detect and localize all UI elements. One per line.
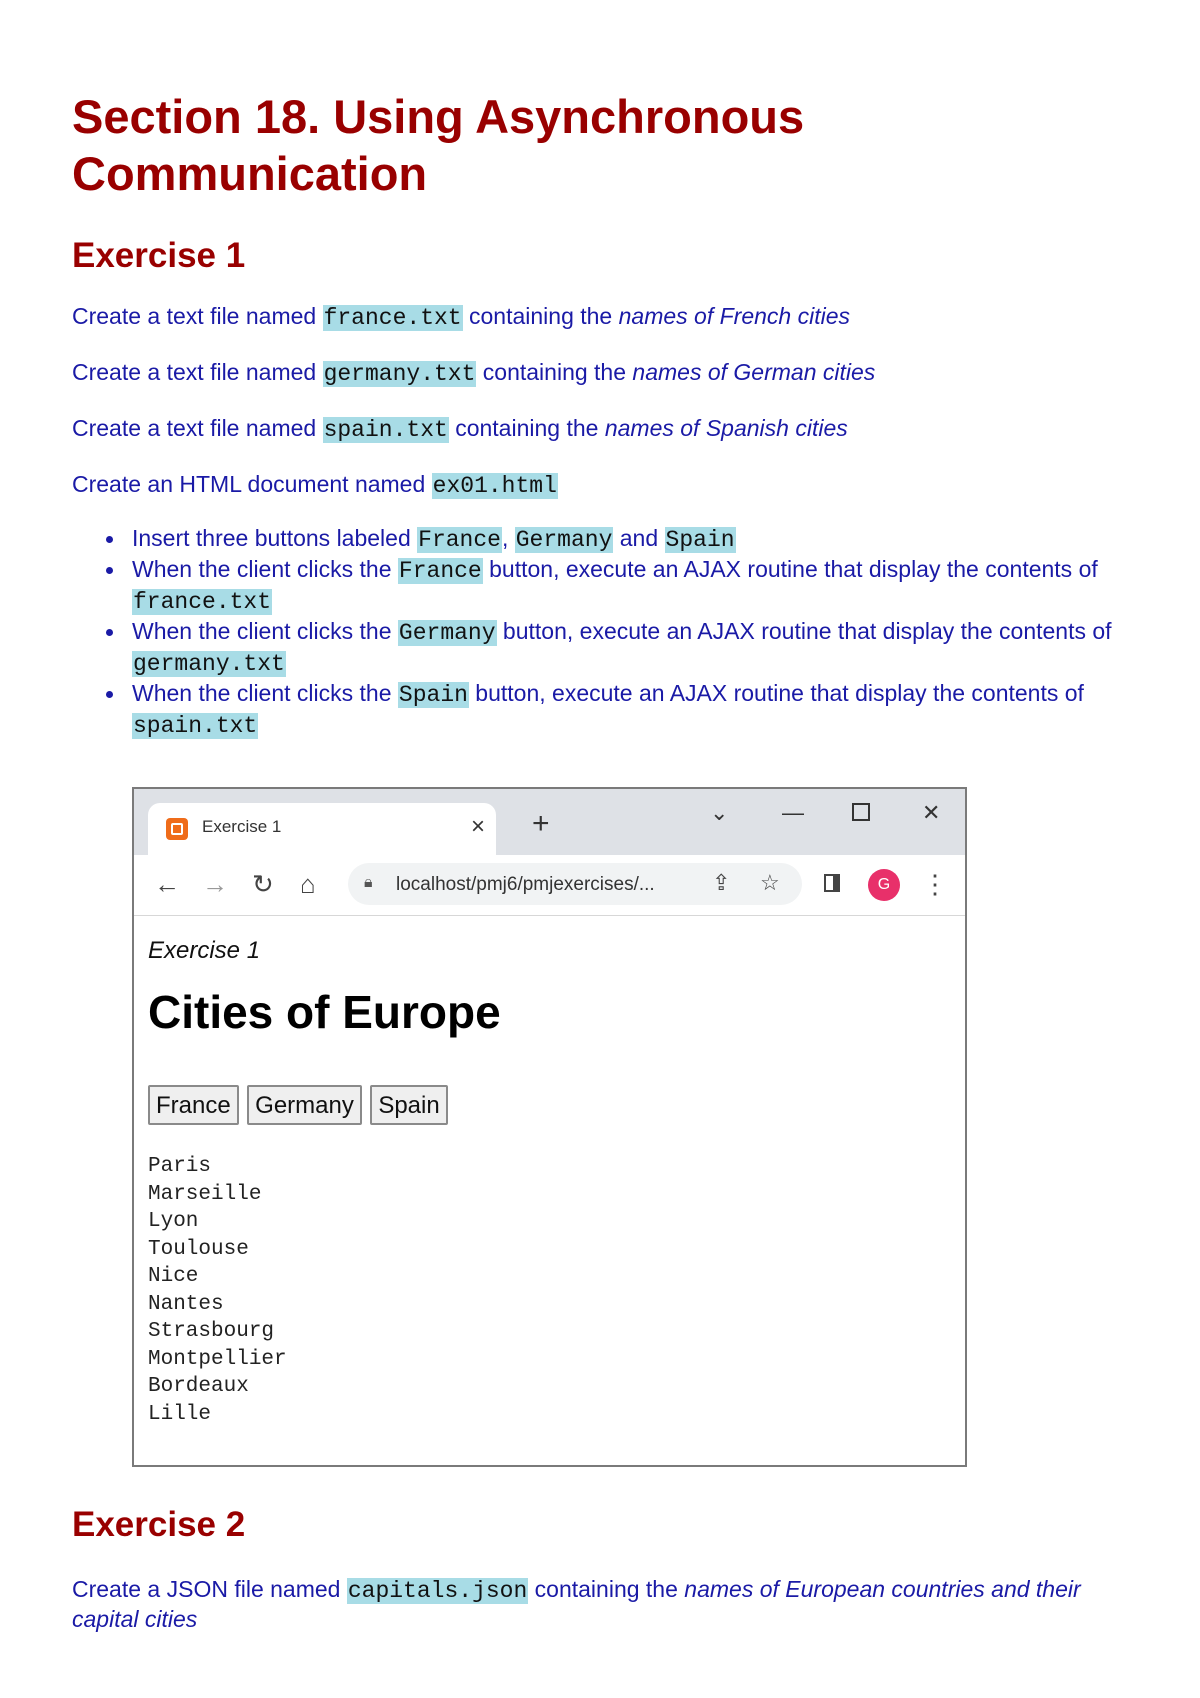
tab-title: Exercise 1 xyxy=(202,817,282,836)
document-page xyxy=(72,88,1132,741)
list-item: When the client clicks the Germany button, execute an AJAX routine that display the contents of germany.txt xyxy=(72,617,1132,679)
list-item: Montpellier xyxy=(148,1347,287,1371)
maximize-icon[interactable] xyxy=(852,803,870,821)
list-item: Paris xyxy=(148,1155,212,1178)
instruction-france-file: Create a text file named france.txt containing the names of French cities xyxy=(72,303,850,331)
side-panel-icon[interactable] xyxy=(824,874,840,892)
instruction-germany-file: Create a text file named germany.txt containing the names of German cities xyxy=(72,359,876,387)
new-tab-icon[interactable]: + xyxy=(532,807,550,840)
france-button[interactable]: France xyxy=(148,1085,239,1125)
tab-bar xyxy=(134,789,965,855)
code-filename: france.txt xyxy=(323,305,462,331)
list-item: Toulouse xyxy=(148,1237,249,1261)
bookmark-star-icon[interactable]: ☆ xyxy=(760,870,780,895)
list-item: When the client clicks the France button, execute an AJAX routine that display the contents of france.txt xyxy=(72,555,1132,617)
bullet-icon xyxy=(106,536,113,543)
list-item: Marseille xyxy=(148,1182,262,1206)
lock-icon: 🔒︎ xyxy=(364,874,373,891)
more-menu-icon[interactable]: ⋮ xyxy=(922,869,948,899)
address-bar[interactable] xyxy=(348,863,802,905)
code-filename: spain.txt xyxy=(323,417,448,443)
browser-toolbar xyxy=(134,855,965,916)
exercise-2-section xyxy=(72,1505,1132,1633)
cities-output xyxy=(148,1153,287,1428)
code-filename: germany.txt xyxy=(323,361,476,387)
url-text: localhost/pmj6/pmjexercises/... xyxy=(396,874,655,895)
instruction-spain-file: Create a text file named spain.txt containing the names of Spanish cities xyxy=(72,415,848,443)
forward-arrow-icon[interactable]: → xyxy=(202,869,228,899)
country-buttons xyxy=(148,1085,452,1125)
page-subtitle: Exercise 1 xyxy=(148,937,261,964)
exercise-2-title: Exercise 2 xyxy=(72,1505,246,1544)
requirements-list xyxy=(72,524,1132,741)
close-window-icon[interactable]: ✕ xyxy=(922,800,941,825)
bullet-icon xyxy=(106,691,113,698)
list-item: Insert three buttons labeled France, Germany and Spain xyxy=(72,524,1132,555)
share-icon[interactable]: ⇪ xyxy=(712,870,731,895)
instruction-json-file: Create a JSON file named capitals.json containing the names of European countries and their capital cities xyxy=(72,1576,1081,1632)
close-tab-icon[interactable]: × xyxy=(471,813,486,840)
code-filename: capitals.json xyxy=(347,1578,528,1604)
back-arrow-icon[interactable]: ← xyxy=(154,869,180,899)
list-item: Lille xyxy=(148,1402,212,1426)
germany-button[interactable]: Germany xyxy=(247,1085,362,1125)
reload-icon[interactable]: ↻ xyxy=(252,869,274,899)
bullet-icon xyxy=(106,567,113,574)
section-title: Section 18. Using Asynchronous Communication xyxy=(72,90,805,200)
chevron-down-icon[interactable]: ⌄ xyxy=(710,800,729,825)
list-item: Lyon xyxy=(148,1210,199,1233)
home-icon[interactable]: ⌂ xyxy=(300,869,316,899)
browser-viewport xyxy=(148,915,965,1465)
code-filename: ex01.html xyxy=(432,473,557,499)
list-item: Nantes xyxy=(148,1292,224,1316)
browser-tab[interactable] xyxy=(148,803,496,855)
list-item: Bordeaux xyxy=(148,1375,249,1398)
exercise-1-title: Exercise 1 xyxy=(72,236,246,275)
minimize-icon[interactable]: — xyxy=(782,800,804,825)
instruction-html-file: Create an HTML document named ex01.html xyxy=(72,471,557,499)
browser-window-screenshot xyxy=(132,787,967,1467)
list-item: When the client clicks the Spain button, execute an AJAX routine that display the contents of spain.txt xyxy=(72,679,1132,741)
list-item: Strasbourg xyxy=(148,1320,275,1343)
list-item: Nice xyxy=(148,1265,199,1288)
profile-avatar[interactable]: G xyxy=(868,869,900,901)
page-heading: Cities of Europe xyxy=(148,986,501,1038)
spain-button[interactable]: Spain xyxy=(370,1085,447,1125)
bullet-icon xyxy=(106,629,113,636)
xampp-favicon-icon xyxy=(166,818,188,840)
